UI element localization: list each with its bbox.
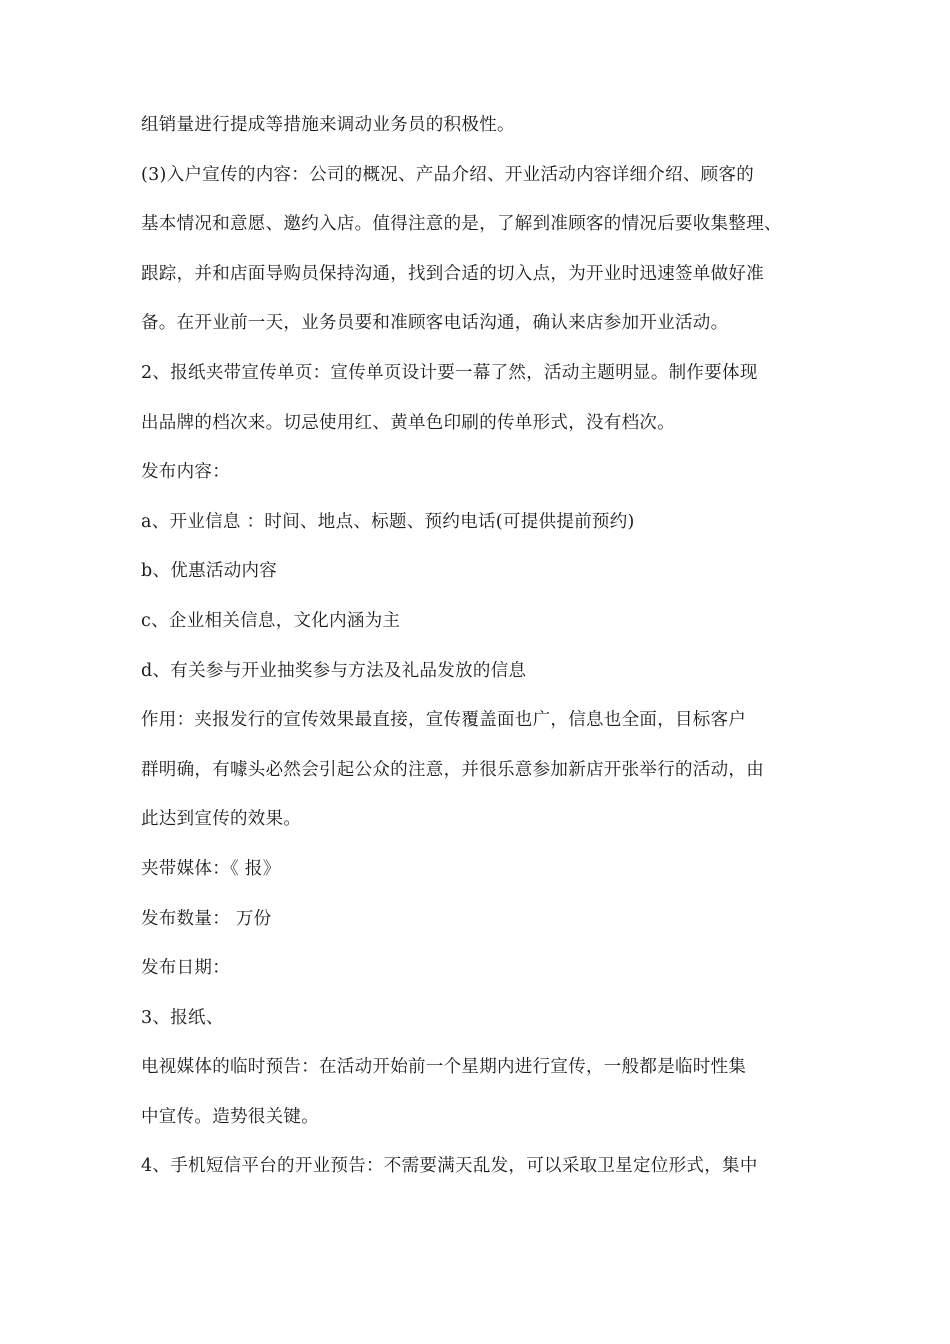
document-body <box>141 105 821 1196</box>
text-line: 4、手机短信平台的开业预告：不需要满天乱发，可以采取卫星定位形式，集中 <box>141 1156 758 1177</box>
text-line: 中宣传。造势很关键。 <box>141 1106 319 1127</box>
text-line: 群明确，有噱头必然会引起公众的注意，并很乐意参加新店开张举行的活动，由 <box>141 759 764 780</box>
text-line: 备。在开业前一天，业务员要和准顾客电话沟通，确认来店参加开业活动。 <box>141 313 729 334</box>
text-line: 发布日期： <box>141 958 230 979</box>
text-line: 3、报纸、 <box>141 1007 224 1028</box>
text-line: 跟踪，并和店面导购员保持沟通，找到合适的切入点，为开业时迅速签单做好准 <box>141 263 764 284</box>
text-line: 电视媒体的临时预告：在活动开始前一个星期内进行宣传，一般都是临时性集 <box>141 1057 747 1078</box>
text-line: 发布内容： <box>141 462 230 483</box>
text-line: (3)入户宣传的内容：公司的概况、产品介绍、开业活动内容详细介绍、顾客的 <box>141 164 755 185</box>
text-line: a、开业信息 ：时间、地点、标题、预约电话(可提供提前预约) <box>141 511 635 532</box>
text-line: 夹带媒体：《 报》 <box>141 858 281 879</box>
text-line: 组销量进行提成等措施来调动业务员的积极性。 <box>141 115 515 135</box>
text-line: 出品牌的档次来。切忌使用红、黄单色印刷的传单形式，没有档次。 <box>141 412 675 433</box>
text-line: 此达到宣传的效果。 <box>141 809 302 830</box>
text-line: b、优惠活动内容 <box>141 561 278 582</box>
text-line: 作用：夹报发行的宣传效果最直接，宣传覆盖面也广，信息也全面，目标客户 <box>141 710 747 731</box>
text-line: c、企业相关信息，文化内涵为主 <box>141 610 401 631</box>
text-line: 基本情况和意愿、邀约入店。值得注意的是，了解到准顾客的情况后要收集整理、 <box>141 214 782 235</box>
text-line: 发布数量： 万份 <box>141 908 272 929</box>
text-line: d、有关参与开业抽奖参与方法及礼品发放的信息 <box>141 660 527 681</box>
text-line: 2、报纸夹带宣传单页：宣传单页设计要一幕了然，活动主题明显。制作要体现 <box>141 362 758 383</box>
